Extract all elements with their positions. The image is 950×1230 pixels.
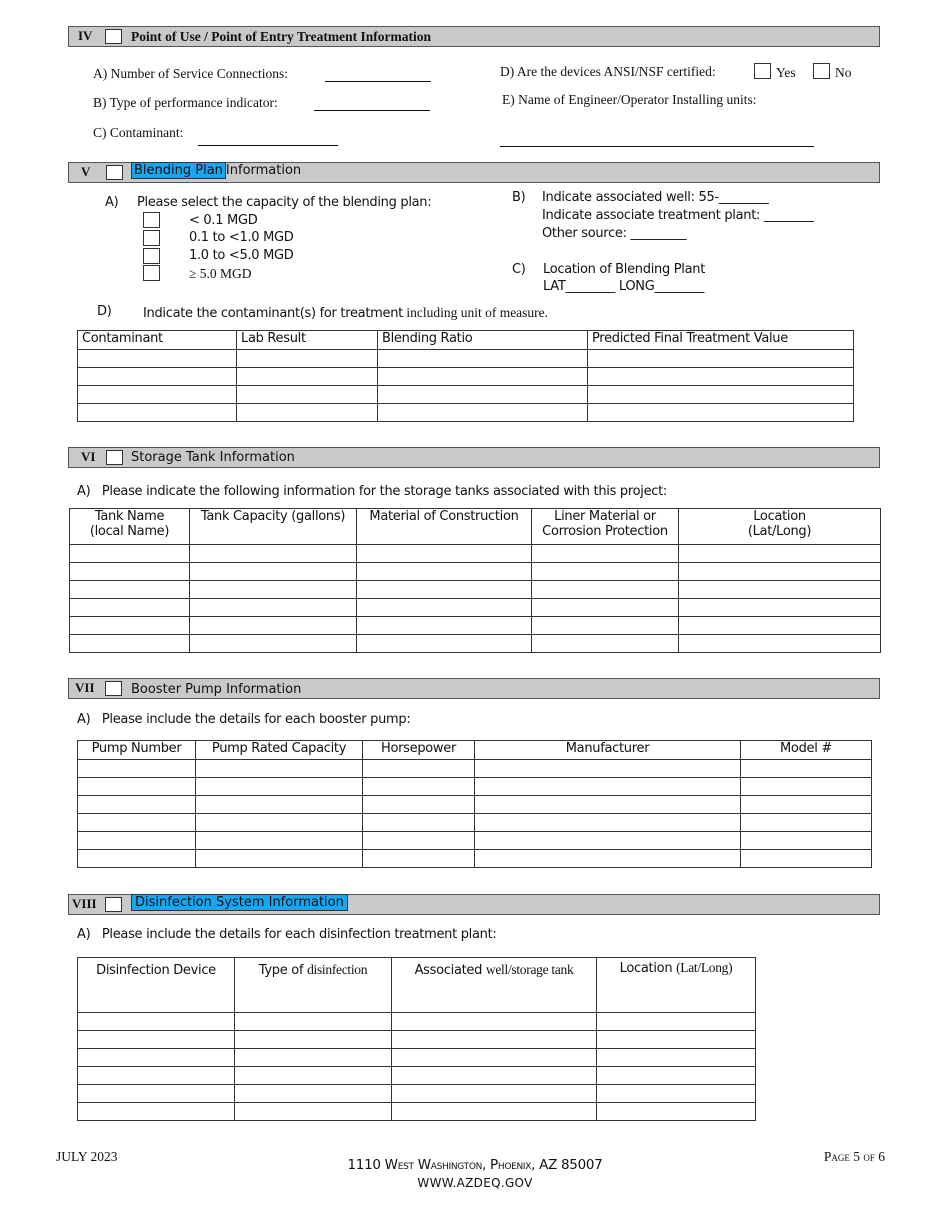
section-title: Point of Use / Point of Entry Treatment Information [131, 29, 431, 44]
column-header: Pump Rated Capacity [196, 741, 363, 760]
table-cell[interactable] [78, 1049, 235, 1067]
column-header: Contaminant [78, 331, 237, 350]
table-cell[interactable] [392, 1103, 597, 1121]
table-cell[interactable] [392, 1013, 597, 1031]
table-row [78, 850, 872, 868]
table-cell[interactable] [78, 814, 196, 832]
table-cell[interactable] [532, 545, 679, 563]
table-cell[interactable] [588, 350, 854, 368]
performance-indicator-field[interactable] [314, 110, 430, 111]
table-cell[interactable] [475, 796, 741, 814]
table-cell[interactable] [357, 599, 532, 617]
storage-tank-instructions: A) Please indicate the following information for the storage tanks associated with this project: [77, 484, 668, 499]
table-row [78, 760, 872, 778]
table-cell[interactable] [741, 778, 872, 796]
table-row [78, 1013, 756, 1031]
section-vi-checkbox[interactable] [106, 450, 123, 465]
section-iv-checkbox[interactable] [105, 29, 122, 44]
table-row [70, 617, 881, 635]
table-cell[interactable] [190, 581, 357, 599]
column-header: Material of Construction [357, 509, 532, 545]
table-cell[interactable] [588, 386, 854, 404]
section-vii-header [68, 678, 880, 699]
section-title: Disinfection System Information [131, 895, 348, 910]
table-row [78, 350, 854, 368]
table-cell[interactable] [597, 1031, 756, 1049]
table-cell[interactable] [378, 386, 588, 404]
table-cell[interactable] [679, 581, 881, 599]
table-cell[interactable] [532, 617, 679, 635]
section-vi-header [68, 447, 880, 468]
section-number: VII [75, 680, 95, 695]
table-row [78, 1049, 756, 1067]
table-row [78, 1103, 756, 1121]
disinfection-instructions: A) Please include the details for each disinfection treatment plant: [77, 927, 497, 942]
section-viii-checkbox[interactable] [105, 897, 122, 912]
table-cell[interactable] [475, 832, 741, 850]
table-cell[interactable] [78, 832, 196, 850]
section-title-rest: Information [225, 163, 302, 178]
column-header: Tank Capacity (gallons) [190, 509, 357, 545]
section-number: VI [81, 449, 96, 464]
table-cell[interactable] [237, 350, 378, 368]
table-row [78, 386, 854, 404]
footer-page-number: Page 5 of 6 [823, 1149, 885, 1164]
table-row [78, 1085, 756, 1103]
storage-tank-table [69, 508, 881, 653]
service-connections-field[interactable] [325, 81, 431, 82]
lat-long-text: LAT________ LONG________ [543, 279, 705, 294]
table-cell[interactable] [78, 1031, 235, 1049]
column-header: Location (Lat/Long) [597, 958, 756, 1013]
section-title: Storage Tank Information [131, 450, 295, 465]
table-cell[interactable] [235, 1085, 392, 1103]
column-header: Type of disinfection [235, 958, 392, 1013]
table-cell[interactable] [741, 760, 872, 778]
capacity-option-label: ≥ 5.0 MGD [189, 266, 252, 281]
capacity-question: Please select the capacity of the blending plan: [137, 195, 432, 210]
footer-address: 1110 West Washington, Phoenix, AZ 85007 [347, 1157, 603, 1173]
table-cell[interactable] [235, 1013, 392, 1031]
section-v-checkbox[interactable] [106, 165, 123, 180]
table-cell[interactable] [392, 1031, 597, 1049]
column-header: Liner Material or Corrosion Protection [532, 509, 679, 545]
section-title-highlight: Blending Plan [131, 162, 226, 179]
table-row [78, 778, 872, 796]
footer-website: WWW.AZDEQ.GOV [417, 1176, 533, 1190]
table-cell[interactable] [78, 796, 196, 814]
table-cell[interactable] [78, 404, 237, 422]
column-header: Associated well/storage tank [392, 958, 597, 1013]
column-header: Pump Number [78, 741, 196, 760]
table-cell[interactable] [196, 760, 363, 778]
table-cell[interactable] [363, 778, 475, 796]
table-cell[interactable] [588, 368, 854, 386]
table-cell[interactable] [378, 350, 588, 368]
table-cell[interactable] [597, 1067, 756, 1085]
location-c-label: C) [512, 262, 526, 277]
section-title [131, 163, 301, 178]
footer-date: JULY 2023 [56, 1149, 118, 1164]
table-cell[interactable] [70, 635, 190, 653]
table-cell[interactable] [679, 635, 881, 653]
table-cell[interactable] [363, 814, 475, 832]
table-cell[interactable] [532, 599, 679, 617]
table-cell[interactable] [597, 1049, 756, 1067]
capacity-option-checkbox[interactable] [143, 248, 160, 264]
contaminant-d-label: D) [97, 304, 112, 319]
table-cell[interactable] [475, 760, 741, 778]
well-b-label: B) [512, 190, 526, 205]
ansi-yes-checkbox[interactable] [754, 63, 771, 79]
table-cell[interactable] [363, 760, 475, 778]
table-cell[interactable] [363, 832, 475, 850]
table-cell[interactable] [679, 617, 881, 635]
table-cell[interactable] [597, 1103, 756, 1121]
table-cell[interactable] [597, 1013, 756, 1031]
table-cell[interactable] [532, 635, 679, 653]
table-cell[interactable] [363, 796, 475, 814]
table-cell[interactable] [357, 563, 532, 581]
table-row [70, 545, 881, 563]
table-cell[interactable] [70, 617, 190, 635]
table-cell[interactable] [78, 1067, 235, 1085]
table-cell[interactable] [741, 814, 872, 832]
table-cell[interactable] [78, 1103, 235, 1121]
section-vii-checkbox[interactable] [105, 681, 122, 696]
table-cell[interactable] [70, 545, 190, 563]
table-cell[interactable] [237, 386, 378, 404]
disinfection-table [77, 957, 756, 1121]
table-cell[interactable] [357, 635, 532, 653]
table-cell[interactable] [190, 545, 357, 563]
table-cell[interactable] [392, 1067, 597, 1085]
table-cell[interactable] [357, 617, 532, 635]
table-cell[interactable] [741, 832, 872, 850]
table-cell[interactable] [235, 1103, 392, 1121]
column-header: Model # [741, 741, 872, 760]
section-iv-header [68, 26, 880, 47]
table-row [70, 635, 881, 653]
table-row [78, 368, 854, 386]
column-header: Manufacturer [475, 741, 741, 760]
contaminant-table [77, 330, 854, 422]
contaminant-d-text: Indicate the contaminant(s) for treatment including unit of measure. [143, 305, 549, 321]
capacity-option-label: 1.0 to <5.0 MGD [189, 248, 294, 263]
ansi-no-label: No [835, 65, 852, 80]
table-cell[interactable] [190, 599, 357, 617]
table-cell[interactable] [196, 778, 363, 796]
table-cell[interactable] [679, 599, 881, 617]
associated-plant-text: Indicate associate treatment plant: ________ [542, 208, 814, 223]
capacity-option-label: 0.1 to <1.0 MGD [189, 230, 294, 245]
table-cell[interactable] [196, 796, 363, 814]
section-v-header [68, 162, 880, 183]
engineer-label: E) Name of Engineer/Operator Installing units: [502, 92, 757, 107]
table-cell[interactable] [196, 832, 363, 850]
ansi-nsf-label: D) Are the devices ANSI/NSF certified: [500, 64, 716, 79]
table-cell[interactable] [78, 850, 196, 868]
section-number: VIII [72, 896, 97, 911]
table-cell[interactable] [235, 1031, 392, 1049]
blending-location-text: Location of Blending Plant [543, 262, 705, 277]
table-cell[interactable] [378, 368, 588, 386]
table-cell[interactable] [237, 404, 378, 422]
table-cell[interactable] [190, 617, 357, 635]
ansi-no-checkbox[interactable] [813, 63, 830, 79]
ansi-yes-label: Yes [776, 65, 796, 80]
contaminant-label: C) Contaminant: [93, 125, 184, 140]
table-cell[interactable] [235, 1049, 392, 1067]
table-cell[interactable] [237, 368, 378, 386]
column-header: Location (Lat/Long) [679, 509, 881, 545]
table-cell[interactable] [392, 1085, 597, 1103]
table-cell[interactable] [190, 635, 357, 653]
service-connections-label: A) Number of Service Connections: [93, 66, 288, 81]
contaminant-field[interactable] [198, 145, 338, 146]
capacity-option-checkbox[interactable] [143, 212, 160, 228]
table-cell[interactable] [78, 368, 237, 386]
table-cell[interactable] [190, 563, 357, 581]
column-header: Lab Result [237, 331, 378, 350]
table-row [78, 404, 854, 422]
table-cell[interactable] [392, 1049, 597, 1067]
column-header: Blending Ratio [378, 331, 588, 350]
table-cell[interactable] [475, 778, 741, 796]
table-cell[interactable] [196, 814, 363, 832]
table-cell[interactable] [196, 850, 363, 868]
table-cell[interactable] [588, 404, 854, 422]
capacity-option-label: < 0.1 MGD [189, 213, 258, 228]
table-cell[interactable] [78, 1085, 235, 1103]
table-cell[interactable] [70, 563, 190, 581]
table-cell[interactable] [532, 581, 679, 599]
table-cell[interactable] [532, 563, 679, 581]
engineer-field[interactable] [500, 146, 814, 147]
table-cell[interactable] [78, 760, 196, 778]
table-cell[interactable] [78, 386, 237, 404]
booster-pump-table [77, 740, 872, 868]
table-cell[interactable] [78, 778, 196, 796]
column-header: Disinfection Device [78, 958, 235, 1013]
table-cell[interactable] [70, 599, 190, 617]
table-row [78, 814, 872, 832]
table-cell[interactable] [378, 404, 588, 422]
section-number: V [81, 164, 91, 179]
table-cell[interactable] [363, 850, 475, 868]
other-source-text: Other source: _________ [542, 226, 687, 241]
table-cell[interactable] [78, 350, 237, 368]
section-title: Booster Pump Information [131, 682, 302, 697]
table-row [78, 832, 872, 850]
table-cell[interactable] [741, 850, 872, 868]
table-cell[interactable] [679, 563, 881, 581]
table-cell[interactable] [70, 581, 190, 599]
column-header: Horsepower [363, 741, 475, 760]
table-row [78, 1067, 756, 1085]
table-cell[interactable] [475, 850, 741, 868]
table-cell[interactable] [357, 581, 532, 599]
performance-indicator-label: B) Type of performance indicator: [93, 95, 278, 110]
associated-well-text: Indicate associated well: 55-________ [542, 190, 769, 205]
table-row [70, 581, 881, 599]
table-row [78, 796, 872, 814]
table-cell[interactable] [357, 545, 532, 563]
table-cell[interactable] [597, 1085, 756, 1103]
table-cell[interactable] [741, 796, 872, 814]
capacity-a-label: A) [105, 195, 119, 210]
table-cell[interactable] [78, 1013, 235, 1031]
column-header: Tank Name (local Name) [70, 509, 190, 545]
table-row [70, 599, 881, 617]
table-cell[interactable] [475, 814, 741, 832]
capacity-option-checkbox[interactable] [143, 265, 160, 281]
capacity-option-checkbox[interactable] [143, 230, 160, 246]
table-cell[interactable] [235, 1067, 392, 1085]
table-cell[interactable] [679, 545, 881, 563]
booster-pump-instructions: A) Please include the details for each booster pump: [77, 712, 411, 727]
table-row [78, 1031, 756, 1049]
table-row [70, 563, 881, 581]
section-viii-header [68, 894, 880, 915]
column-header: Predicted Final Treatment Value [588, 331, 854, 350]
section-number: IV [78, 28, 93, 43]
